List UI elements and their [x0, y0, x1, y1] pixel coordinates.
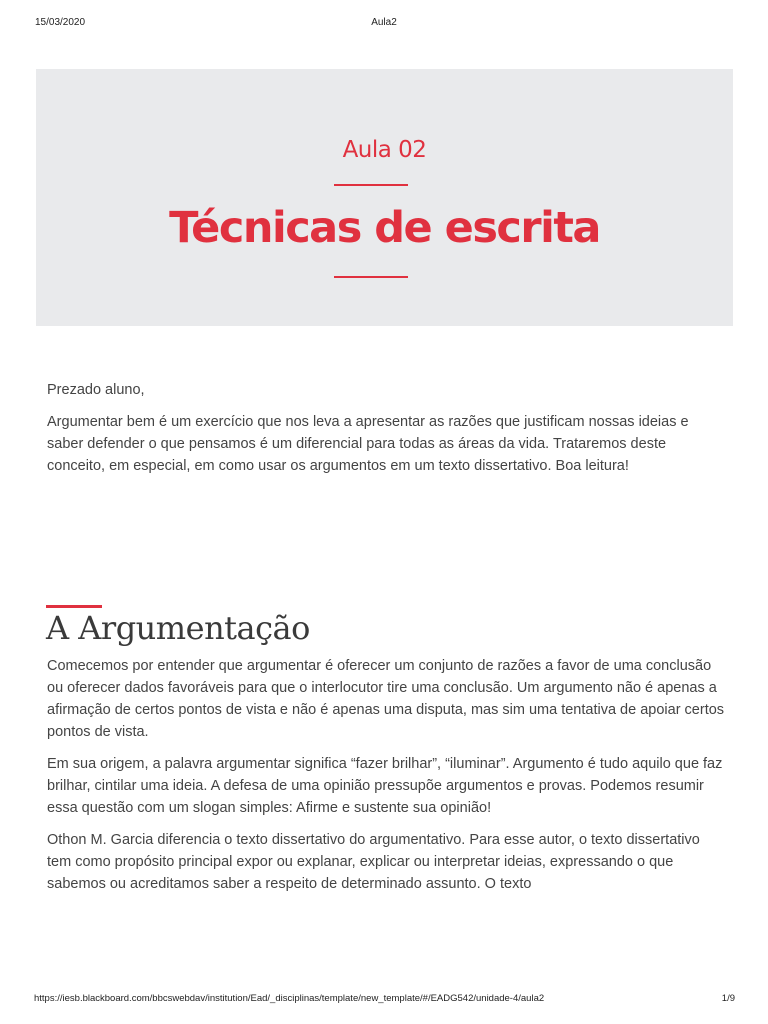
print-header [0, 17, 768, 31]
section-heading: A Argumentação [46, 609, 310, 647]
print-date: 15/03/2020 [35, 17, 86, 28]
greeting: Prezado aluno, [47, 382, 145, 398]
print-footer [0, 993, 768, 1007]
page-title: Técnicas de escrita [169, 203, 600, 253]
intro-paragraph: Argumentar bem é um exercício que nos leva a apresentar as razões que justificam nossas ideias e saber defender o que pensamos é um diferencial para todas as áreas da vida. Trataremos deste conceito, em especial, em como usar os argumentos em um texto dissertativo. Boa leitura! [47, 414, 689, 474]
hero-divider-bottom [334, 276, 408, 278]
hero-banner [36, 69, 733, 326]
print-url: https://iesb.blackboard.com/bbcswebdav/institution/Ead/_disciplinas/template/new_template/#/EADG542/unidade-4/aula2 [34, 993, 545, 1004]
section-paragraph: Em sua origem, a palavra argumentar significa “fazer brilhar”, “iluminar”. Argumento é tudo aquilo que faz brilhar, cintilar uma ideia. A defesa de uma opinião pressupõe argumentos e provas. Podemos resumir essa questão com um slogan simples: Afirme e sustente sua opinião! [47, 756, 723, 816]
section-paragraph: Othon M. Garcia diferencia o texto dissertativo do argumentativo. Para esse autor, o texto dissertativo tem como propósito principal expor ou explanar, explicar ou interpretar ideias, expressando o que sabemos ou acreditamos saber a respeito de determinado assunto. O texto [47, 832, 700, 892]
lesson-number: Aula 02 [342, 137, 427, 163]
hero-divider-top [334, 184, 408, 186]
section-paragraph: Comecemos por entender que argumentar é oferecer um conjunto de razões a favor de uma conclusão ou oferecer dados favoráveis para que o interlocutor tire uma conclusão. Um argumento não é apenas a afirmação de certos pontos de vista e não é apenas uma disputa, mas sim uma tentativa de apoiar certos pontos de vista. [47, 658, 725, 740]
print-title: Aula2 [371, 17, 397, 28]
page-number: 1/9 [721, 993, 735, 1004]
section-accent-bar [46, 605, 102, 608]
